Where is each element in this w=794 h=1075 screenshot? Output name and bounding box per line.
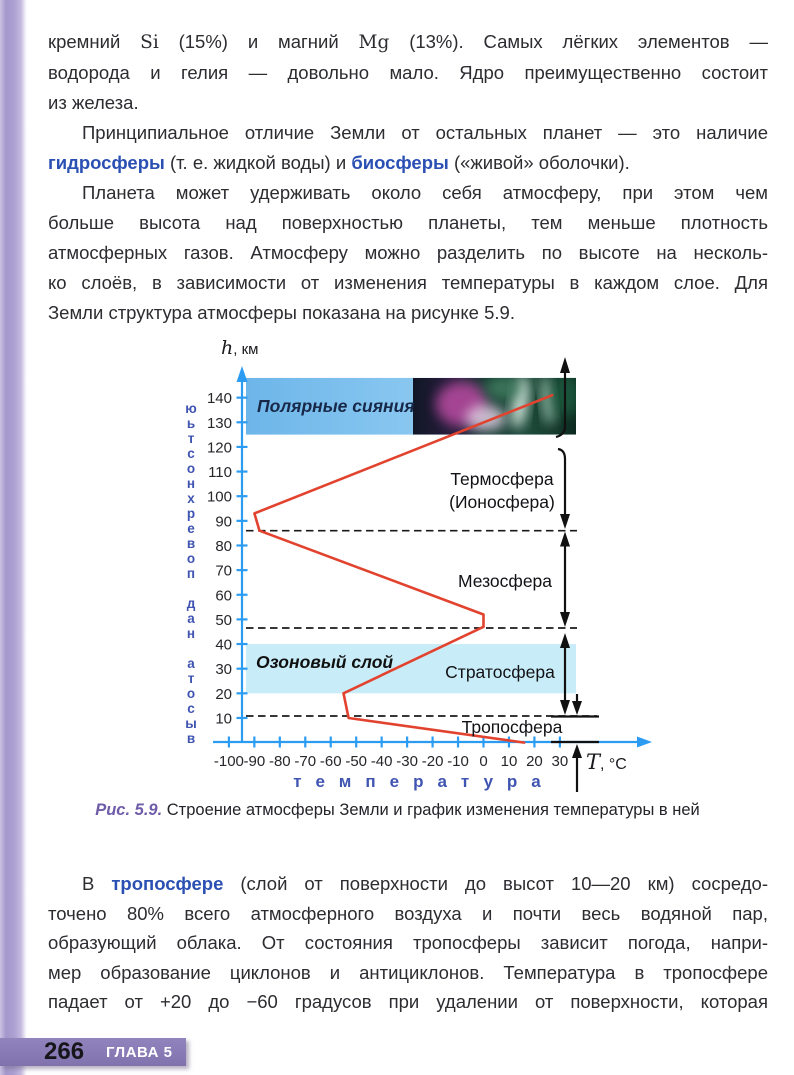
page-number: 266	[44, 1038, 85, 1065]
figure-caption-label: Рис. 5.9.	[95, 801, 163, 819]
paragraph-line: Принципиальное отличие Земли от остальных планет — это наличие	[82, 122, 768, 143]
body-text: («живой» оболочки).	[448, 152, 630, 173]
x-axis-tick-label: -50	[345, 753, 368, 770]
y-axis-word-letter: ы	[185, 716, 197, 731]
y-axis-tick-label: 50	[215, 611, 232, 629]
body-text: кремний	[48, 31, 141, 52]
y-axis-word-letter: о	[186, 461, 196, 476]
x-axis-tick-label: 10	[500, 753, 518, 770]
paragraph-line: водорода и гелия — довольно мало. Ядро преимущественно состоит	[48, 62, 768, 83]
x-axis-tick-label: -80	[268, 753, 291, 770]
y-axis-word-letter: с	[187, 446, 195, 461]
paragraph-line: образующий облака. От состояния тропосферы зависит погода, напри-	[48, 932, 768, 953]
x-axis-tick-label: -40	[370, 753, 393, 770]
chapter-label: ГЛАВА 5	[106, 1043, 173, 1061]
y-axis-word-letter: а	[187, 656, 195, 671]
element-symbol-mg: Mg	[358, 32, 390, 53]
y-axis-tick-label: 110	[208, 464, 232, 482]
y-axis-word-letter: ю	[185, 401, 197, 416]
x-axis-tick-label: 0	[479, 753, 488, 770]
aurora-band-label: Полярные сияния	[257, 396, 415, 416]
y-axis-title: h, км	[221, 337, 259, 359]
x-axis-tick-label: 20	[526, 753, 543, 770]
y-axis-tick-label: 60	[215, 587, 232, 605]
paragraph-line: ко слоёв, в зависимости от изменения температуры в каждом слое. Для	[48, 272, 768, 293]
body-text: В	[82, 873, 112, 894]
aurora-photo	[413, 373, 580, 435]
paragraph-line: атмосферных газов. Атмосферу можно разделить по высоте на несколь-	[48, 242, 768, 263]
y-axis-tick-label: 40	[215, 636, 232, 654]
y-axis-word-letter: х	[187, 491, 195, 506]
y-axis-tick-label: 30	[215, 661, 232, 679]
term-hydrosphere: гидросферы	[48, 152, 165, 173]
y-axis-word-letter: ь	[186, 416, 196, 431]
x-axis-tick-label: -20	[421, 753, 444, 770]
paragraph-line	[48, 148, 768, 178]
y-axis-word-letter: е	[187, 521, 195, 536]
y-axis-word-letter: д	[186, 596, 196, 611]
x-axis-tick-label: -100	[213, 753, 244, 770]
troposphere-label: Тропосфера	[461, 717, 563, 737]
y-axis-tick-label: 130	[206, 414, 232, 432]
paragraph-line: точено 80% всего атмосферного воздуха и почти весь водяной пар,	[48, 902, 768, 924]
figure-caption-text: Строение атмосферы Земли и график изменения температуры в ней	[166, 801, 700, 819]
body-text-bottom	[48, 869, 768, 1017]
paragraph-line: падает от +20 до −60 градусов при удалении от поверхности, которая	[48, 991, 768, 1012]
figure-5-9-atmosphere-chart	[150, 335, 656, 800]
x-axis-tick-label: -70	[294, 753, 317, 770]
y-axis-tick-label: 70	[215, 562, 232, 580]
body-text: (слой от поверхности до высот 10—20 км) сосредо-	[223, 873, 769, 894]
paragraph-line: Земли структура атмосферы показана на рисунке 5.9.	[48, 302, 515, 323]
y-axis-arrow-icon	[237, 366, 248, 382]
x-axis-title: T, °C	[586, 750, 627, 774]
x-axis-tick-label: -90	[243, 753, 266, 770]
y-axis-word-letter: с	[187, 701, 195, 716]
y-axis-tick-label: 90	[215, 513, 232, 531]
figure-caption	[27, 801, 768, 820]
y-axis-word-letter: н	[186, 626, 196, 641]
x-axis-arrow-icon	[637, 737, 652, 748]
y-axis-tick-label: 120	[206, 439, 232, 457]
page-footer-bar	[0, 1038, 186, 1066]
x-axis-word: температура	[293, 772, 555, 791]
y-axis-tick-label: 100	[206, 488, 232, 506]
x-axis-tick-label: -10	[447, 753, 469, 770]
paragraph-line	[48, 869, 768, 899]
thermosphere-label: Термосфера	[450, 469, 554, 489]
y-axis-word-letter: о	[186, 686, 196, 701]
paragraph-line: Планета может удерживать около себя атмосферу, при этом чем	[82, 182, 768, 203]
y-axis-word-letter: а	[187, 611, 195, 626]
y-axis-tick-label: 140	[206, 390, 232, 408]
y-axis-tick-label: 10	[215, 710, 232, 728]
stratosphere-label: Стратосфера	[445, 662, 555, 682]
body-text-top	[48, 27, 768, 328]
y-axis-tick-label: 80	[215, 537, 232, 555]
y-axis-word-letter: в	[186, 731, 196, 746]
x-axis-tick-label: 30	[551, 753, 569, 770]
paragraph-line: из железа.	[48, 92, 139, 113]
body-text: (т. е. жидкой воды) и	[164, 152, 352, 173]
y-axis-word-letter: в	[186, 536, 196, 551]
y-axis-word-letter: р	[186, 506, 196, 521]
x-axis-tick-label: -30	[396, 753, 418, 770]
term-troposphere: тропосфере	[111, 873, 224, 894]
ionosphere-label: (Ионосфера)	[449, 492, 555, 512]
x-axis-tick-label: -60	[319, 753, 342, 770]
element-symbol-si: Si	[140, 32, 159, 53]
body-text: (13%). Самых лёгких элементов —	[389, 31, 768, 52]
body-text: (15%) и магний	[158, 31, 359, 52]
mesosphere-label: Мезосфера	[457, 571, 553, 591]
y-axis-tick-label: 20	[215, 685, 232, 703]
y-axis-word-letter: н	[186, 476, 196, 491]
y-axis-word-letter: т	[187, 431, 195, 446]
y-axis-word-letter: п	[186, 566, 196, 581]
paragraph-line	[48, 27, 768, 58]
paragraph-line: больше высота над поверхностью планеты, тем меньше плотность	[48, 212, 768, 233]
y-axis-vertical-word	[185, 401, 197, 746]
term-biosphere: биосферы	[351, 152, 449, 173]
paragraph-line: мер образование циклонов и антициклонов. Температура в тропосфере	[48, 961, 768, 983]
y-axis-word-letter: т	[187, 671, 195, 686]
ozone-band-label: Озоновый слой	[256, 652, 394, 672]
page-margin-strip	[0, 0, 27, 1075]
y-axis-word-letter: о	[186, 551, 196, 566]
